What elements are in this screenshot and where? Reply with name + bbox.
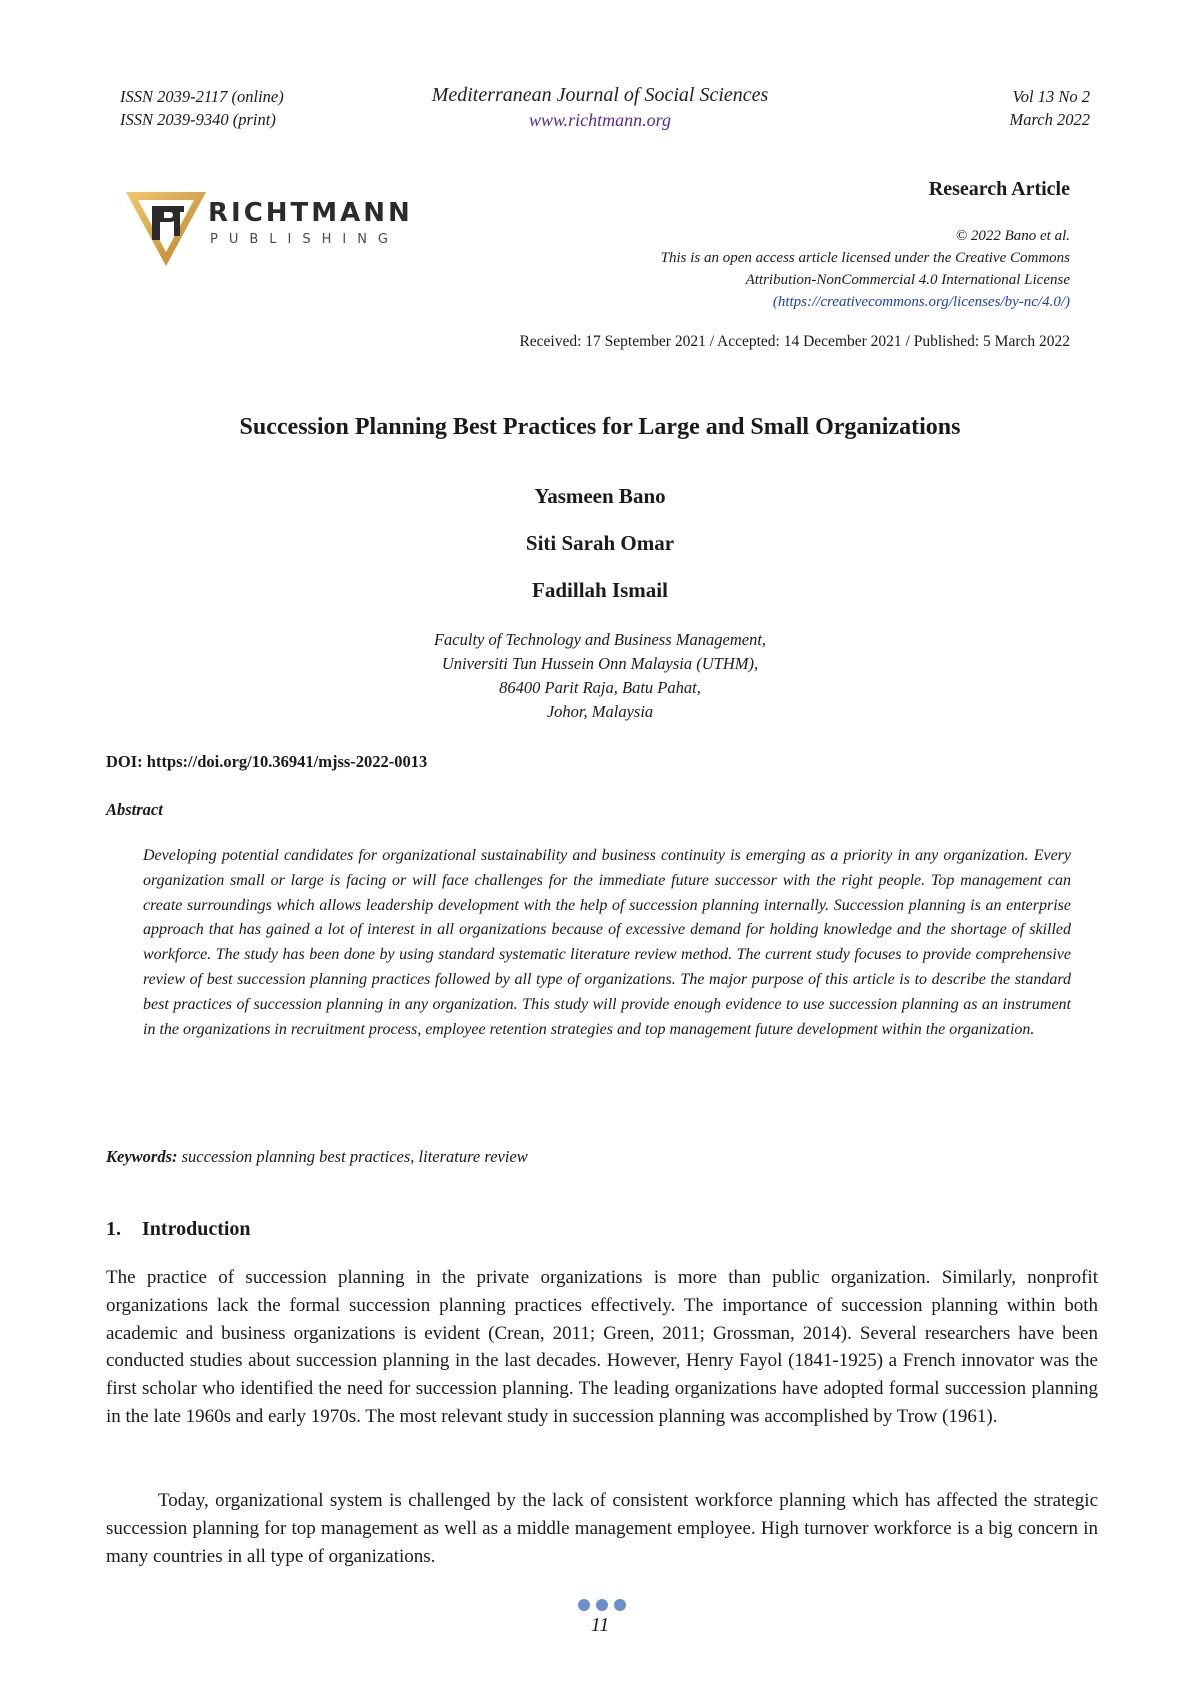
author-1: Yasmeen Bano: [534, 484, 666, 508]
author-2: Siti Sarah Omar: [525, 531, 675, 555]
license-line-2: Attribution-NonCommercial 4.0 International License: [745, 272, 1070, 288]
keywords-text: succession planning best practices, literature review: [181, 1147, 528, 1166]
section-number: 1.: [106, 1218, 121, 1240]
paper-title: Succession Planning Best Practices for Large and Small Organizations: [239, 414, 961, 440]
richtmann-logo-icon: [126, 190, 206, 268]
issn-online: ISSN 2039-2117 (online): [120, 87, 284, 106]
logo-name: RICHTMANN: [208, 198, 413, 228]
section-title: Introduction: [142, 1218, 251, 1240]
keywords: [106, 1147, 528, 1167]
section-heading: [106, 1218, 251, 1241]
issn-print: ISSN 2039-9340 (print): [120, 110, 276, 129]
license-line-1: This is an open access article licensed under the Creative Commons: [660, 250, 1070, 266]
affiliation-line: Universiti Tun Hussein Onn Malaysia (UTHM),: [441, 654, 759, 673]
publication-dates: Received: 17 September 2021 / Accepted: 14 December 2021 / Published: 5 March 2022: [519, 333, 1070, 350]
issue-date: March 2022: [1009, 110, 1090, 129]
abstract-text: Developing potential candidates for organizational sustainability and business continuity is emerging as a priority in any organization. Every organization small or large is facing or will face challenges for the immediate future successor with the right people. Top management can create surroundings which allows leadership development with the help of succession planning internally. Succession planning is an enterprise approach that has gained a lot of interest in all organizations because of excessive demand for holding knowledge and the shortage of skilled workforce. The study has been done by using standard systematic literature review method. The current study focuses to provide comprehensive review of best succession planning practices followed by all type of organizations. The major purpose of this article is to describe the standard best practices of succession planning in any organization. This study will provide enough evidence to use succession planning as an instrument in the organizations in recruitment process, employee retention strategies and top management future development within the organization.: [143, 847, 1071, 1038]
volume-block: [1009, 85, 1090, 131]
journal-url[interactable]: www.richtmann.org: [528, 110, 671, 130]
abstract-heading: Abstract: [106, 800, 163, 819]
page-number: 11: [590, 1614, 610, 1636]
volume: Vol 13 No 2: [1012, 87, 1090, 106]
issn-block: [120, 85, 284, 131]
paragraph: Today, organizational system is challenged by the lack of consistent workforce planning which has affected the strategic succession planning for top management as well as a middle management employee. High turnover workforce is a big concern in many countries in all type of organizations.: [106, 1490, 1098, 1567]
article-type: Research Article: [928, 178, 1070, 200]
keywords-label: Keywords:: [106, 1147, 178, 1166]
affiliation-line: Johor, Malaysia: [546, 702, 654, 721]
affiliation-line: Faculty of Technology and Business Management,: [433, 630, 767, 649]
journal-block: [300, 83, 900, 133]
paragraph: The practice of succession planning in the private organizations is more than public organization. Similarly, nonprofit organizations lack the formal succession planning practices effectively. The importance of succession planning within both academic and business organizations is evident (Crean, 2011; Green, 2011; Grossman, 2014). Several researchers have been conducted studies about succession planning in the last decades. However, Henry Fayol (1841-1925) a French innovator was the first scholar who identified the need for succession planning. The leading organizations have adopted formal succession planning in the late 1960s and early 1970s. The most relevant study in succession planning was accomplished by Trow (1961).: [106, 1267, 1098, 1427]
logo-subtitle: PUBLISHING: [210, 232, 400, 247]
affiliation-line: 86400 Parit Raja, Batu Pahat,: [499, 678, 701, 697]
author-3: Fadillah Ismail: [532, 578, 668, 602]
doi[interactable]: DOI: https://doi.org/10.36941/mjss-2022-0013: [106, 752, 428, 771]
affiliation: [300, 628, 900, 724]
license-block: [661, 225, 1070, 313]
journal-name: Mediterranean Journal of Social Sciences: [431, 84, 769, 106]
copyright: © 2022 Bano et al.: [955, 228, 1070, 244]
license-link[interactable]: (https://creativecommons.org/licenses/by-nc/4.0/): [772, 294, 1070, 310]
